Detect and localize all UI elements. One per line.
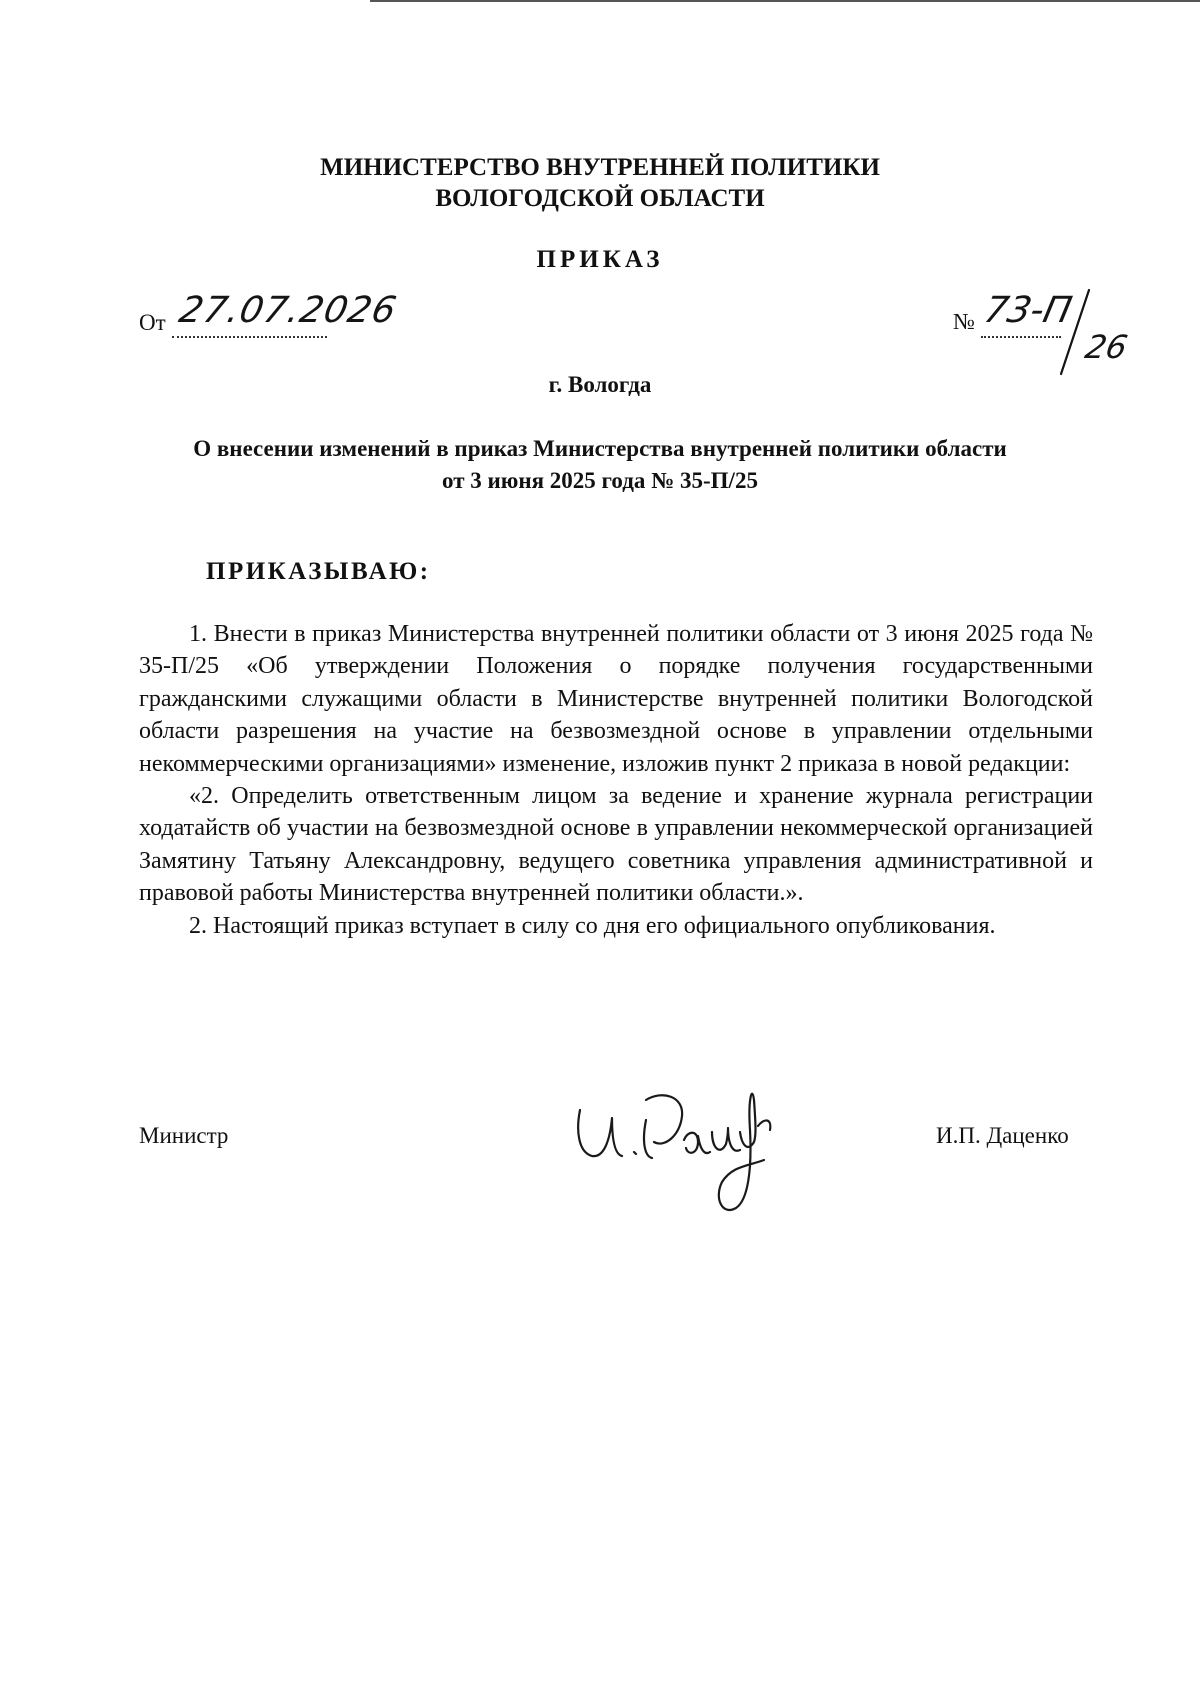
date-underline <box>172 336 327 338</box>
paragraph-3: 2. Настоящий приказ вступает в силу со дня его официального опубликования. <box>189 912 996 939</box>
number-underline <box>981 336 1061 338</box>
signatory-name: И.П. Даценко <box>936 1123 1069 1148</box>
ministry-name <box>0 152 1200 214</box>
subject-line2: от 3 июня 2025 года № 35-П/25 <box>442 468 758 493</box>
city: г. Вологда <box>548 372 652 397</box>
date-label: От <box>139 310 166 335</box>
document-body <box>139 618 1093 942</box>
ministry-name-line1: МИНИСТЕРСТВО ВНУТРЕННЕЙ ПОЛИТИКИ <box>320 154 880 181</box>
scan-edge-line <box>370 0 1200 2</box>
signatory-position: Министр <box>139 1123 229 1148</box>
document-subject <box>0 433 1200 497</box>
handwritten-number: 73-П <box>980 290 1076 331</box>
handwritten-signature <box>572 1070 812 1220</box>
paragraph-1: 1. Внести в приказ Министерства внутренней политики области от 3 июня 2025 года № 35-П/25 «Об утверждении Положения о порядке получения государственными гражданскими служащими области в Министерстве внутренней политики Вологодской области разрешения на участие на безвозмездной основе в управлении отдельными некоммерческими организациями» изменение, изложив пункт 2 приказа в новой редакции: <box>139 621 1093 777</box>
document-type: ПРИКАЗ <box>536 246 664 273</box>
subject-line1: О внесении изменений в приказ Министерства внутренней политики области <box>193 436 1007 461</box>
paragraph-2: «2. Определить ответственным лицом за ведение и хранение журнала регистрации ходатайств об участии на безвозмездной основе в управлении некоммерческой организацией Замятину Татьяну Александровну, ведущего советника управления административной и правовой работы Министерства внутренней политики области.». <box>139 783 1093 907</box>
ministry-name-line2: ВОЛОГОДСКОЙ ОБЛАСТИ <box>435 185 765 212</box>
handwritten-date: 27.07.2026 <box>175 290 401 331</box>
number-label: № <box>953 309 975 334</box>
order-heading: ПРИКАЗЫВАЮ: <box>206 558 431 585</box>
handwritten-number-suffix: 26 <box>1081 328 1131 366</box>
